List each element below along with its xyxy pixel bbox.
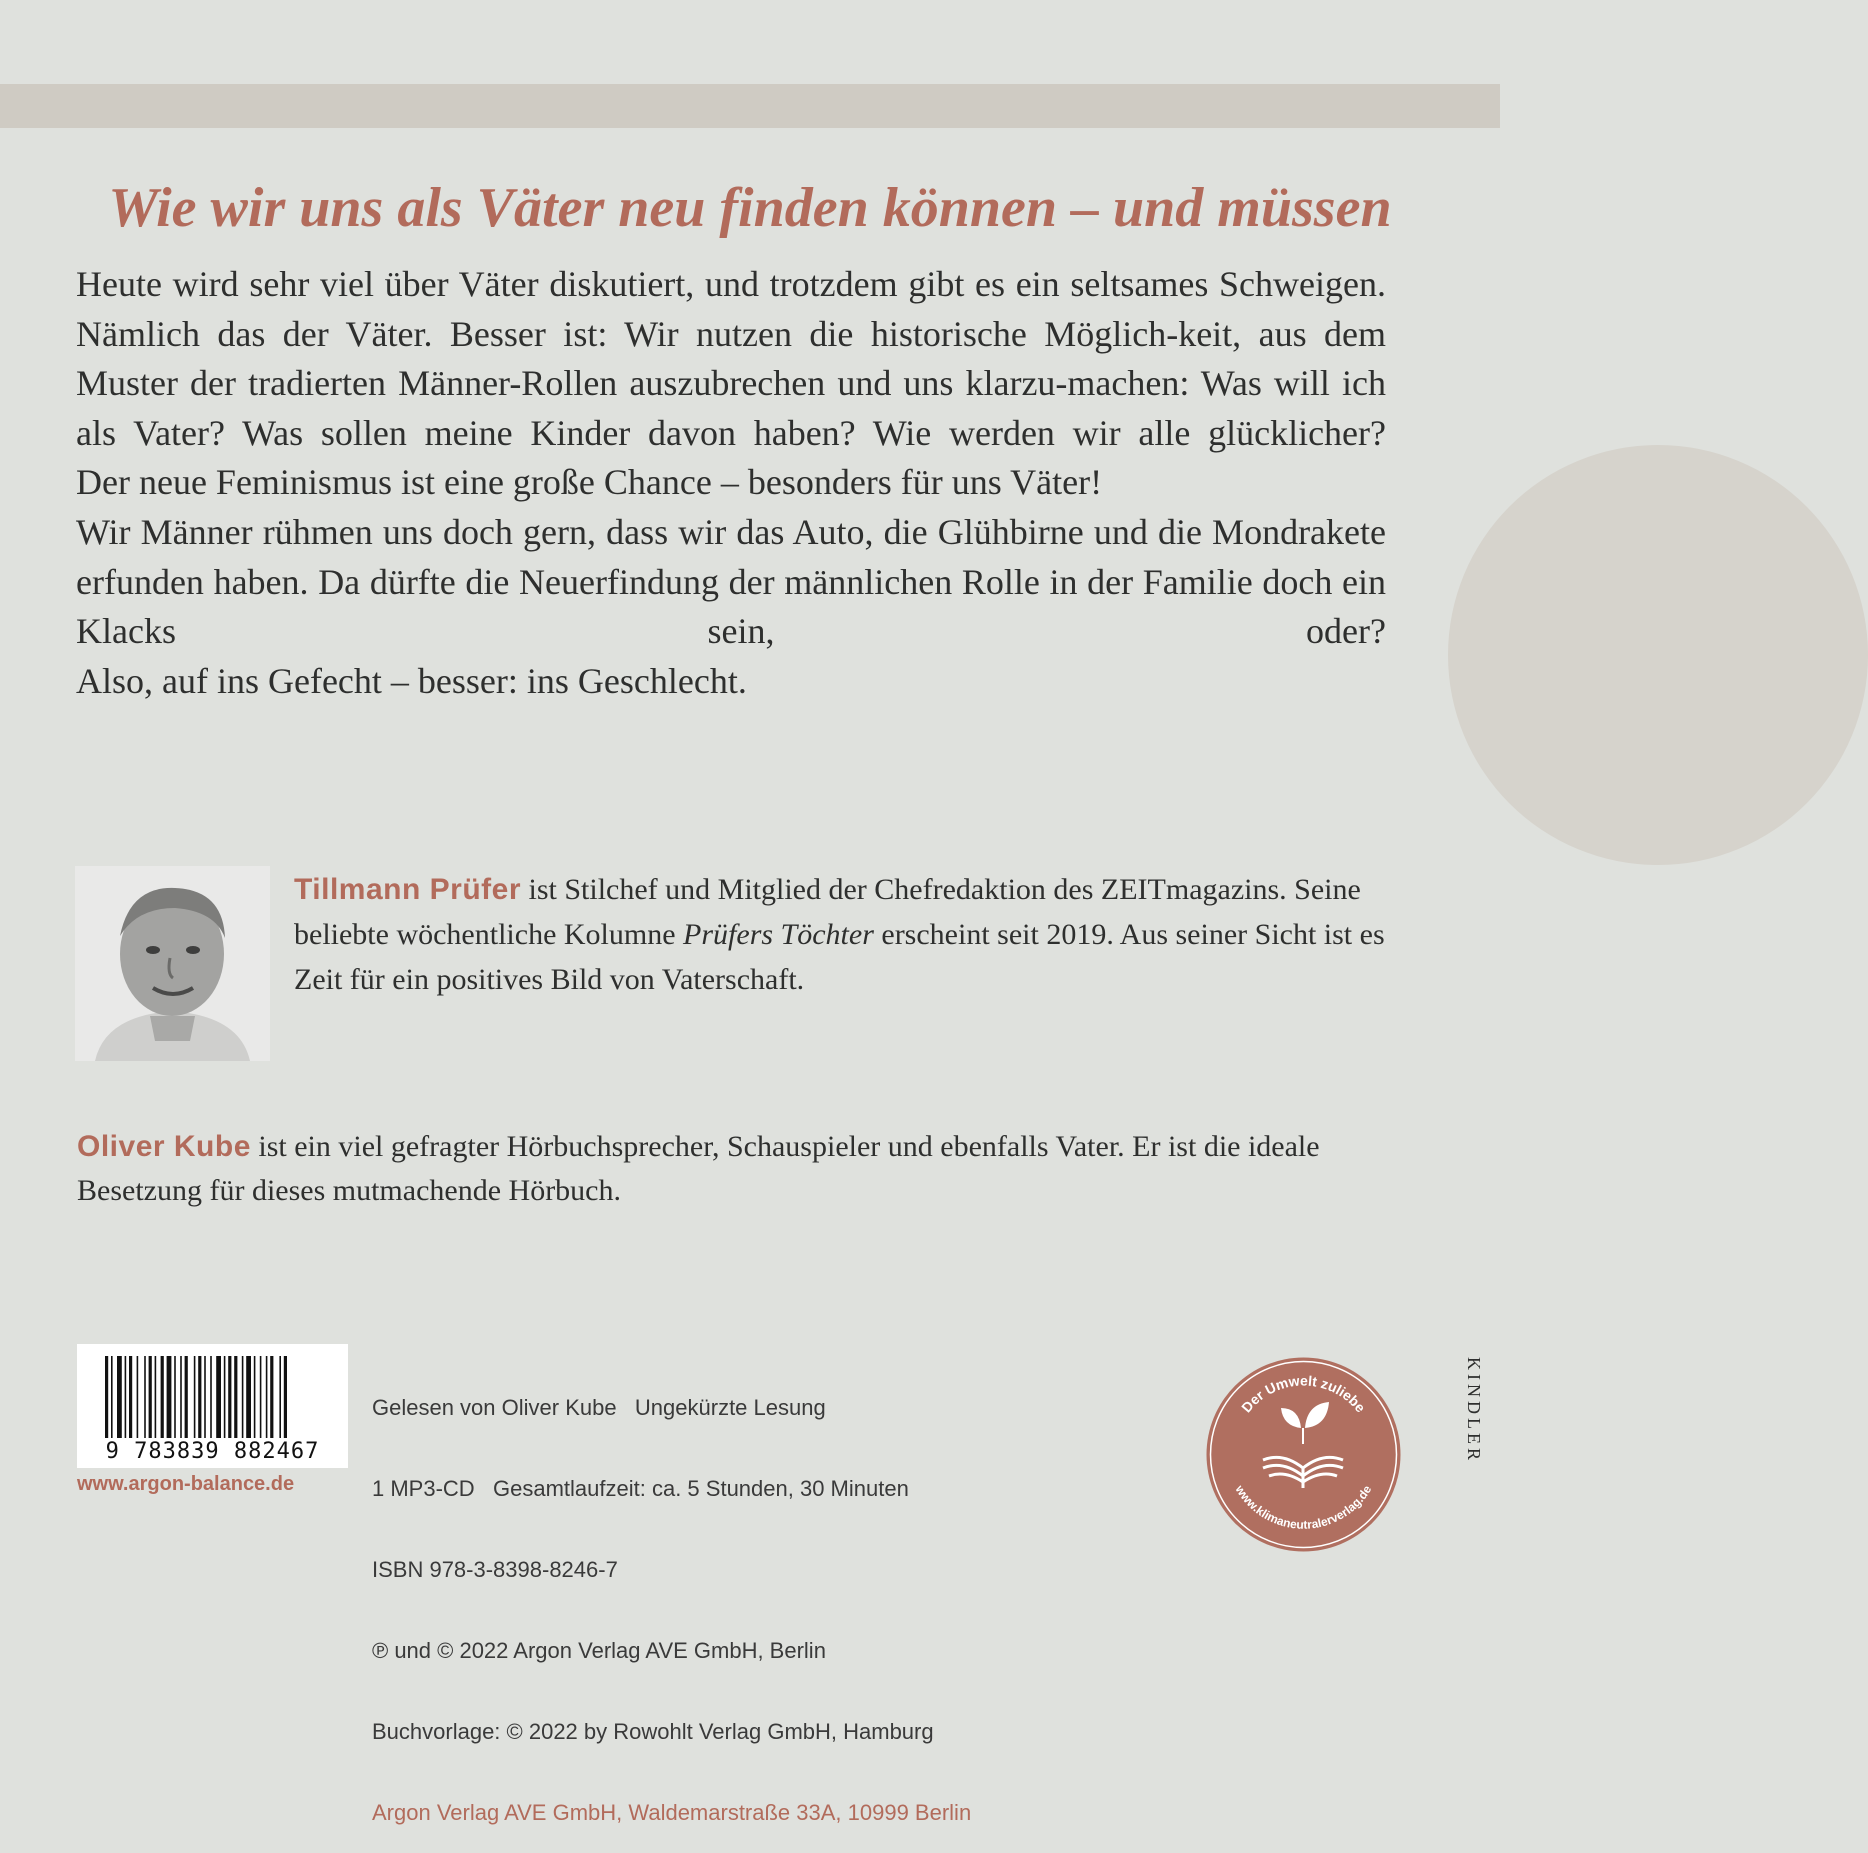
- barcode-bar: [194, 1356, 196, 1438]
- blurb-paragraph: Wir Männer rühmen uns doch gern, dass wir das Auto, die Glühbirne und die Mondrakete erfunden haben. Da dürfte die Neuerfindung der männlichen Rolle in der Familie doch ein Klacks sein, oder?: [76, 511, 1386, 652]
- barcode-bar: [161, 1356, 164, 1438]
- barcode-bar: [204, 1356, 206, 1438]
- narrator-bio-text: ist ein viel gefragter Hörbuchsprecher, Schauspieler und ebenfalls Vater. Er ist die ideale Besetzung für dieses mutmachende Hörbuch.: [77, 1130, 1320, 1207]
- barcode-bar: [216, 1356, 221, 1438]
- badge-bottom-text: www.klimaneutralerverlag.de: [1232, 1482, 1375, 1532]
- author-bio: [294, 867, 1404, 1002]
- barcode-bar: [266, 1356, 268, 1438]
- barcode-bar: [198, 1356, 201, 1438]
- barcode-bar: [284, 1356, 287, 1438]
- barcode-bar: [185, 1356, 188, 1438]
- barcode-bar: [210, 1356, 212, 1438]
- barcode-digits: 9 783839 882467: [105, 1439, 320, 1464]
- barcode-bar: [105, 1356, 108, 1438]
- author-bio-text: ist Stilchef und Mitglied der Chefredaktion des ZEITmagazins. Seine beliebte wöchentliche Kolumne: [294, 873, 1361, 951]
- headline: Wie wir uns als Väter neu finden können – und müssen: [108, 177, 1392, 239]
- credits-line: 1 MP3-CD Gesamtlaufzeit: ca. 5 Stunden, 30 Minuten: [372, 1476, 909, 1501]
- blurb-text: [76, 260, 1386, 706]
- top-color-band: [0, 84, 1500, 128]
- disc-edge-decoration: [1448, 445, 1868, 865]
- barcode-bar: [149, 1356, 152, 1438]
- barcode-bar: [167, 1356, 172, 1438]
- production-credits: [372, 1340, 1172, 1853]
- blurb-paragraph: Der neue Feminismus ist eine große Chance – besonders für uns Väter!: [76, 462, 1103, 503]
- barcode-bar: [129, 1356, 132, 1438]
- barcode-bar: [155, 1356, 157, 1438]
- author-photo: [75, 866, 270, 1061]
- barcode-bar: [279, 1356, 281, 1438]
- author-photo-illustration: [75, 866, 270, 1061]
- barcode-bar: [234, 1356, 237, 1438]
- narrator-name: Oliver Kube: [77, 1130, 251, 1163]
- publisher-imprint: [1453, 1345, 1493, 1475]
- barcode-bar: [111, 1356, 113, 1438]
- barcode-bar: [174, 1356, 176, 1438]
- imprint-label: KINDLER: [1463, 1356, 1484, 1464]
- barcode-bar: [228, 1356, 231, 1438]
- climate-neutral-badge: [1205, 1356, 1402, 1553]
- barcode-bar: [260, 1356, 262, 1438]
- badge-top-text: Der Umwelt zuliebe: [1238, 1372, 1369, 1416]
- narrator-bio: [77, 1125, 1367, 1213]
- barcode-bar: [270, 1356, 273, 1438]
- barcode-bar: [125, 1356, 127, 1438]
- barcode-bar: [144, 1356, 146, 1438]
- barcode-bar: [224, 1356, 226, 1438]
- barcode-bar: [246, 1356, 251, 1438]
- barcode-bar: [242, 1356, 244, 1438]
- credits-line: Gelesen von Oliver Kube Ungekürzte Lesung: [372, 1395, 826, 1420]
- credits-line: ℗ und © 2022 Argon Verlag AVE GmbH, Berlin: [372, 1638, 826, 1663]
- barcode: [77, 1344, 348, 1468]
- blurb-paragraph: Also, auf ins Gefecht – besser: ins Geschlecht.: [76, 660, 747, 701]
- barcode-bar: [117, 1356, 122, 1438]
- author-bio-text-end: erscheint seit 2019. Aus seiner Sicht ist es Zeit für ein positives Bild von Vaterschaft.: [294, 918, 1385, 996]
- barcode-bar: [180, 1356, 182, 1438]
- publisher-website: www.argon-balance.de: [77, 1473, 295, 1495]
- blurb-paragraph: Heute wird sehr viel über Väter diskutiert, und trotzdem gibt es ein seltsames Schweigen. Nämlich das der Väter. Besser ist: Wir nutzen die historische Möglich-keit, aus dem Muster der tradierten Männer-Rollen auszubrechen und uns klarzu-machen: Was will ich als Vater? Was sollen meine Kinder davon haben? Wie werden wir alle glücklicher?: [76, 264, 1386, 453]
- credits-line: ISBN 978-3-8398-8246-7: [372, 1557, 618, 1582]
- column-title: Prüfers Töchter: [683, 918, 874, 951]
- publisher-address: Argon Verlag AVE GmbH, Waldemarstraße 33A, 10999 Berlin: [372, 1800, 972, 1825]
- credits-line: Buchvorlage: © 2022 by Rowohlt Verlag GmbH, Hamburg: [372, 1719, 934, 1744]
- barcode-bar: [254, 1356, 256, 1438]
- author-name: Tillmann Prüfer: [294, 873, 521, 906]
- barcode-bar: [137, 1356, 139, 1438]
